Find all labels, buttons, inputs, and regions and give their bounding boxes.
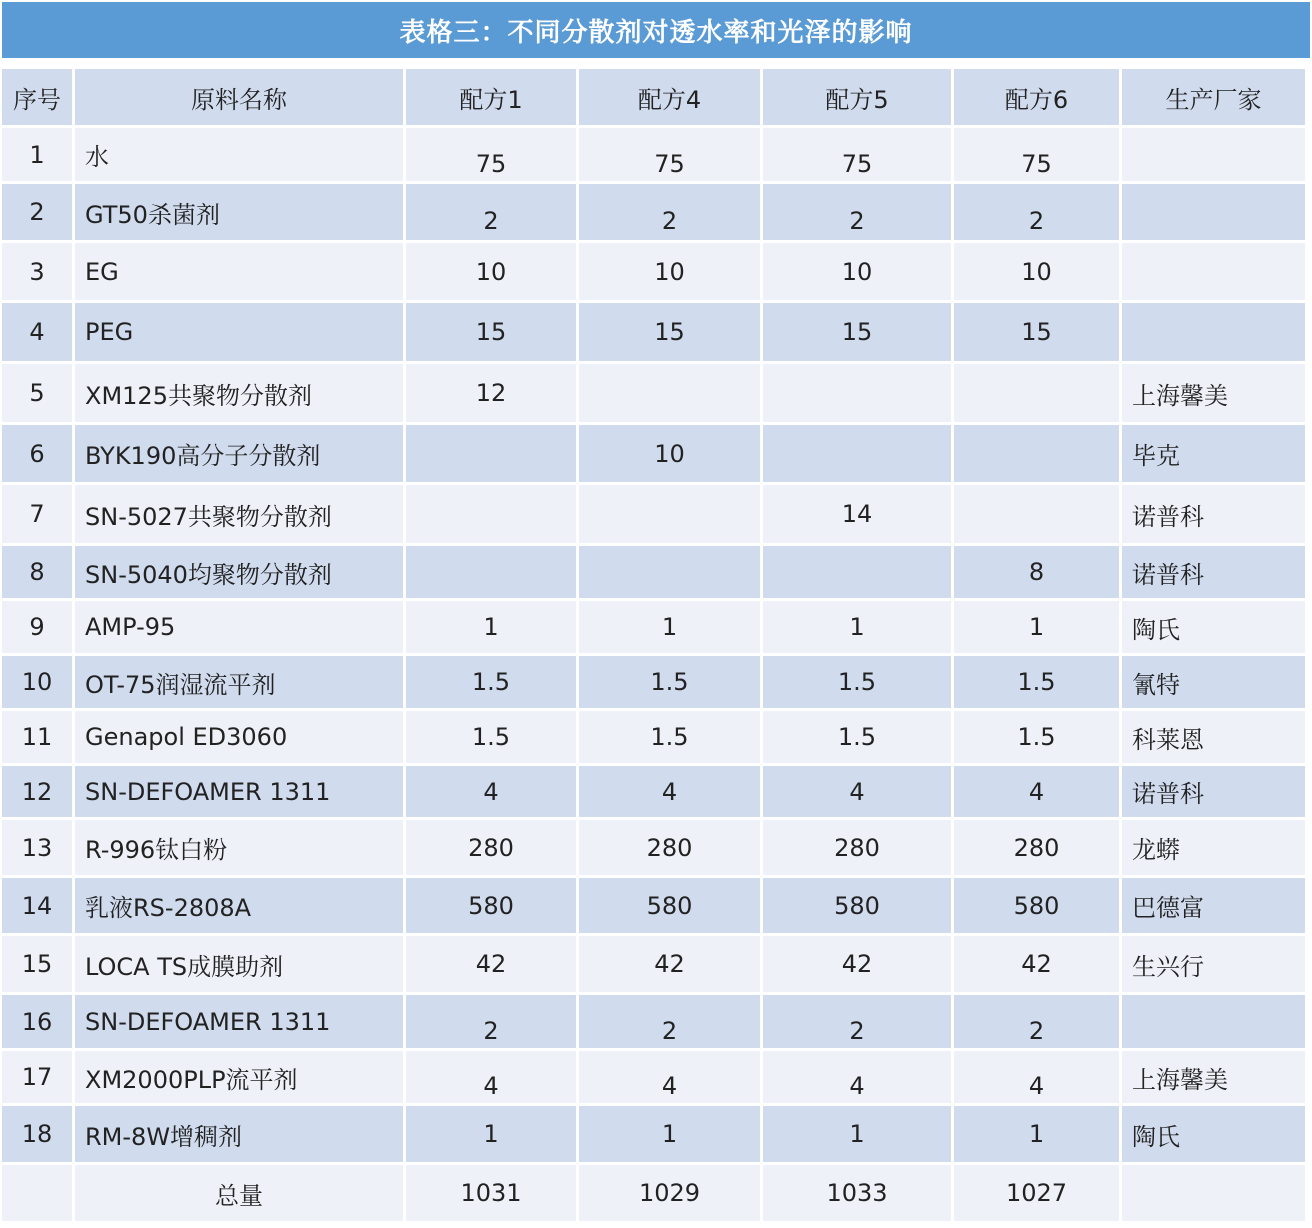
cell-maker: 诺普科 (1122, 766, 1305, 817)
cell-name: RM-8W增稠剂 (75, 1106, 403, 1162)
cell-name: GT50杀菌剂 (75, 184, 403, 240)
cell-f4: 4 (661, 1072, 678, 1100)
cell-name: EG (75, 243, 403, 300)
cell-f5: 14 (763, 485, 951, 543)
cell-f1: 580 (406, 878, 576, 933)
cell-maker (1122, 128, 1305, 181)
cell-name: PEG (75, 303, 403, 361)
cell-name: 水 (75, 128, 403, 181)
cell-name: 乳液RS-2808A (75, 878, 403, 933)
cell-maker: 陶氏 (1122, 601, 1305, 653)
cell-f4: 2 (661, 207, 678, 235)
cell-name: BYK190高分子分散剂 (75, 425, 403, 482)
cell-f5: 4 (763, 766, 951, 817)
cell-f5: 15 (763, 303, 951, 361)
cell-f1: 2 (483, 1016, 499, 1045)
header-f4: 配方4 (579, 69, 760, 125)
cell-f5: 1 (763, 1106, 951, 1162)
cell-f1: 4 (483, 1072, 499, 1100)
formula-table-page (2, 2, 1310, 1224)
total-f5: 1033 (763, 1165, 951, 1221)
cell-f6: 8 (954, 546, 1119, 598)
cell-no: 5 (2, 364, 72, 422)
cell-f5: 1 (763, 601, 951, 653)
cell-no: 6 (2, 425, 72, 482)
cell-f5: 1.5 (763, 711, 951, 763)
cell-maker (1122, 1165, 1305, 1221)
cell-maker: 龙蟒 (1122, 820, 1305, 875)
cell-f6: 4 (1028, 1072, 1045, 1100)
cell-f5: 10 (763, 243, 951, 300)
cell-name: Genapol ED3060 (75, 711, 403, 763)
table-row (2, 1106, 1305, 1162)
cell-f5: 4 (849, 1072, 865, 1100)
cell-name: AMP-95 (75, 601, 403, 653)
cell-maker: 陶氏 (1122, 1106, 1305, 1162)
table-total-row (2, 1165, 1305, 1221)
cell-no: 16 (2, 995, 72, 1048)
cell-f6: 280 (954, 820, 1119, 875)
cell-f1 (406, 425, 576, 482)
cell-f4: 10 (579, 243, 760, 300)
table-row (2, 364, 1305, 422)
cell-f4: 10 (579, 425, 760, 482)
cell-f6: 1 (954, 601, 1119, 653)
cell-f5 (763, 546, 951, 598)
table-row (2, 303, 1305, 361)
cell-f4: 4 (579, 766, 760, 817)
cell-f1: 1 (406, 1106, 576, 1162)
cell-f6: 2 (1028, 1016, 1045, 1045)
total-label: 总量 (75, 1165, 403, 1221)
cell-f6: 1.5 (954, 711, 1119, 763)
cell-name: XM125共聚物分散剂 (75, 364, 403, 422)
cell-name: XM2000PLP流平剂 (75, 1051, 403, 1103)
cell-maker (1122, 995, 1305, 1048)
cell-maker: 毕克 (1122, 425, 1305, 482)
cell-f4 (579, 364, 760, 422)
cell-no (2, 1165, 72, 1221)
table-row (2, 485, 1305, 543)
cell-no: 15 (2, 936, 72, 992)
total-f4: 1029 (579, 1165, 760, 1221)
cell-no: 12 (2, 766, 72, 817)
total-f6: 1027 (954, 1165, 1119, 1221)
table-row (2, 128, 1305, 181)
cell-name: R-996钛白粉 (75, 820, 403, 875)
cell-f1: 1.5 (406, 656, 576, 708)
cell-no: 3 (2, 243, 72, 300)
cell-f5: 2 (849, 1016, 865, 1045)
cell-no: 7 (2, 485, 72, 543)
cell-f5 (763, 364, 951, 422)
cell-f6: 42 (954, 936, 1119, 992)
cell-maker: 诺普科 (1122, 546, 1305, 598)
cell-no: 8 (2, 546, 72, 598)
header-f1: 配方1 (406, 69, 576, 125)
cell-f4: 1.5 (579, 711, 760, 763)
cell-f1: 1.5 (406, 711, 576, 763)
cell-maker (1122, 184, 1305, 240)
cell-f5: 42 (763, 936, 951, 992)
cell-f1: 1 (406, 601, 576, 653)
cell-no: 4 (2, 303, 72, 361)
cell-f1: 42 (406, 936, 576, 992)
cell-f4: 1.5 (579, 656, 760, 708)
cell-name: SN-5040均聚物分散剂 (75, 546, 403, 598)
table-row (2, 243, 1305, 300)
table-row (2, 546, 1305, 598)
table-row (2, 1051, 1305, 1103)
table-row (2, 766, 1305, 817)
cell-f5: 75 (841, 149, 873, 178)
cell-f6: 1.5 (954, 656, 1119, 708)
cell-maker (1122, 303, 1305, 361)
header-no: 序号 (2, 69, 72, 125)
cell-maker: 生兴行 (1122, 936, 1305, 992)
cell-no: 17 (2, 1051, 72, 1103)
cell-f5: 2 (849, 207, 865, 235)
cell-f6 (954, 485, 1119, 543)
cell-maker: 上海馨美 (1122, 1051, 1305, 1103)
cell-f1: 75 (475, 149, 507, 178)
cell-name: LOCA TS成膜助剂 (75, 936, 403, 992)
cell-maker: 巴德富 (1122, 878, 1305, 933)
cell-maker: 上海馨美 (1122, 364, 1305, 422)
cell-f5 (763, 425, 951, 482)
cell-f4: 2 (661, 1016, 678, 1045)
cell-name: SN-DEFOAMER 1311 (75, 995, 403, 1048)
table-body (2, 128, 1305, 1221)
table-row (2, 820, 1305, 875)
cell-f4: 280 (579, 820, 760, 875)
cell-f6: 75 (1021, 149, 1052, 178)
cell-f6: 4 (954, 766, 1119, 817)
cell-f4: 1 (579, 1106, 760, 1162)
cell-f1 (406, 485, 576, 543)
cell-name: OT-75润湿流平剂 (75, 656, 403, 708)
cell-no: 1 (2, 128, 72, 181)
cell-f5: 280 (763, 820, 951, 875)
cell-f4: 75 (654, 149, 685, 178)
cell-f6 (954, 425, 1119, 482)
cell-no: 13 (2, 820, 72, 875)
cell-f1: 15 (406, 303, 576, 361)
table-row (2, 711, 1305, 763)
cell-no: 11 (2, 711, 72, 763)
cell-f4: 1 (579, 601, 760, 653)
cell-no: 2 (2, 184, 72, 240)
table-row (2, 425, 1305, 482)
cell-f1: 4 (406, 766, 576, 817)
cell-maker: 诺普科 (1122, 485, 1305, 543)
cell-f4: 42 (579, 936, 760, 992)
table-row (2, 936, 1305, 992)
cell-f1: 2 (483, 207, 499, 235)
cell-f1: 10 (406, 243, 576, 300)
cell-f4 (579, 485, 760, 543)
cell-f6: 15 (954, 303, 1119, 361)
cell-maker (1122, 243, 1305, 300)
cell-f6: 1 (954, 1106, 1119, 1162)
cell-f5: 1.5 (763, 656, 951, 708)
header-f5: 配方5 (763, 69, 951, 125)
cell-f4: 15 (579, 303, 760, 361)
table-header-row (2, 69, 1305, 125)
table-row (2, 995, 1305, 1048)
cell-f4 (579, 546, 760, 598)
cell-no: 10 (2, 656, 72, 708)
cell-f6: 580 (954, 878, 1119, 933)
cell-maker: 科莱恩 (1122, 711, 1305, 763)
cell-name: SN-DEFOAMER 1311 (75, 766, 403, 817)
formula-table (0, 66, 1308, 1224)
cell-name: SN-5027共聚物分散剂 (75, 485, 403, 543)
header-maker: 生产厂家 (1122, 69, 1305, 125)
cell-f4: 580 (579, 878, 760, 933)
cell-f6: 2 (1028, 207, 1045, 235)
cell-f1: 12 (406, 364, 576, 422)
table-row (2, 656, 1305, 708)
cell-no: 14 (2, 878, 72, 933)
table-row (2, 878, 1305, 933)
cell-f6: 10 (954, 243, 1119, 300)
cell-f6 (954, 364, 1119, 422)
cell-f5: 580 (763, 878, 951, 933)
table-row (2, 601, 1305, 653)
cell-no: 9 (2, 601, 72, 653)
header-f6: 配方6 (954, 69, 1119, 125)
cell-maker: 氰特 (1122, 656, 1305, 708)
table-row (2, 184, 1305, 240)
header-name: 原料名称 (75, 69, 403, 125)
cell-no: 18 (2, 1106, 72, 1162)
table-title: 表格三：不同分散剂对透水率和光泽的影响 (2, 2, 1310, 58)
cell-f1 (406, 546, 576, 598)
total-f1: 1031 (406, 1165, 576, 1221)
cell-f1: 280 (406, 820, 576, 875)
